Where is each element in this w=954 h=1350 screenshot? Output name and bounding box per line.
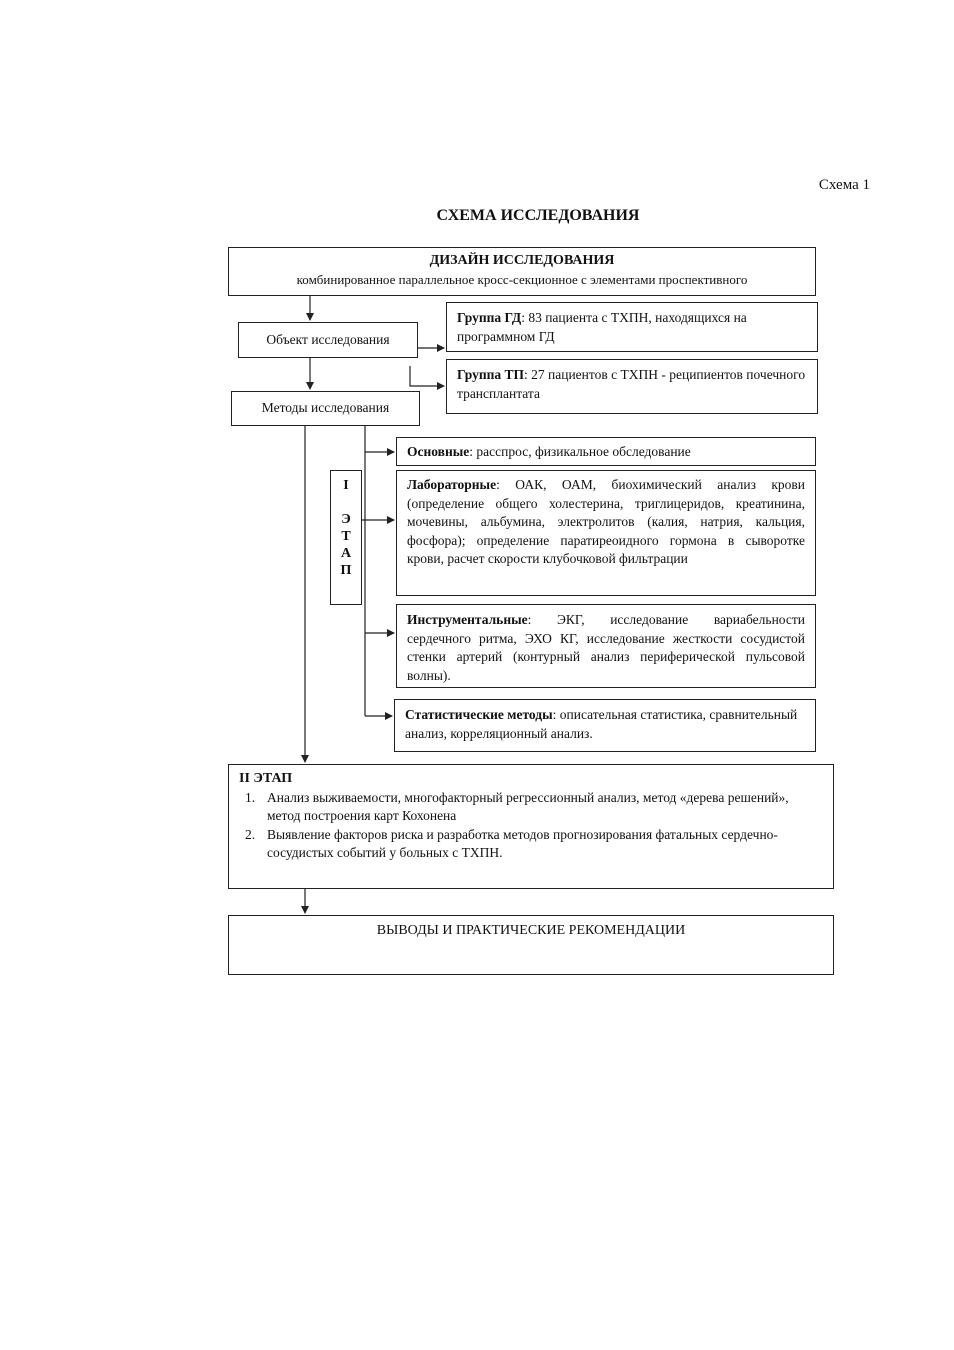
statistical-methods-box bbox=[394, 699, 816, 752]
lab-methods-box bbox=[396, 470, 816, 596]
stage1-letter: Т bbox=[341, 529, 351, 544]
stage1-box bbox=[330, 470, 362, 605]
list-item bbox=[239, 789, 823, 826]
instrumental-methods-box bbox=[396, 604, 816, 688]
stage1-letter: А bbox=[340, 546, 352, 561]
basic-methods-box bbox=[396, 437, 816, 466]
stage1-letter: П bbox=[340, 563, 352, 578]
stage2-box bbox=[228, 764, 834, 889]
group-gd-box bbox=[446, 302, 818, 352]
stage1-letter bbox=[331, 494, 361, 511]
group-gd-name: Группа ГД bbox=[457, 310, 522, 325]
design-title: ДИЗАЙН ИССЛЕДОВАНИЯ bbox=[429, 253, 615, 268]
basic-methods-text: : расспрос, физикальное обследование bbox=[469, 444, 691, 459]
methods-box bbox=[231, 391, 420, 426]
statistical-methods-text: : описательная статистика, сравнительный анализ, корреляционный анализ. bbox=[405, 707, 798, 741]
scheme-number-label: Схема 1 bbox=[818, 177, 870, 193]
object-box bbox=[238, 322, 418, 358]
stage2-title: II ЭТАП bbox=[239, 771, 293, 786]
conclusions-label: ВЫВОДЫ И ПРАКТИЧЕСКИЕ РЕКОМЕНДАЦИИ bbox=[376, 923, 686, 938]
instrumental-methods-text: : ЭКГ, исследование вариабельности сердечного ритма, ЭХО КГ, исследование жесткости сосудистой стенки артерий (контурный анализ периферической пульсовой волны). bbox=[407, 612, 805, 683]
statistical-methods-name: Статистические методы bbox=[405, 707, 553, 722]
group-tp-name: Группа ТП bbox=[457, 367, 525, 382]
group-tp-box bbox=[446, 359, 818, 414]
basic-methods-name: Основные bbox=[407, 444, 470, 459]
conclusions-box bbox=[228, 915, 834, 975]
object-label: Объект исследования bbox=[266, 332, 390, 347]
lab-methods-text: : ОАК, ОАМ, биохимический анализ крови (определение общего холестерина, триглицеридов, креатинина, мочевины, альбумина, электролитов (калия, натрия, кальция, фосфора); определение паратиреоидного гормона в сыворотке крови, расчет скорости клубочковой фильтрации bbox=[407, 477, 805, 566]
list-item-number: 1. bbox=[245, 789, 256, 805]
list-item-text: Выявление факторов риска и разработка методов прогнозирования фатальных сердечно-сосудистых событий у больных с ТХПН. bbox=[267, 826, 778, 860]
stage1-letter: I bbox=[343, 478, 349, 493]
list-item-text: Анализ выживаемости, многофакторный регрессионный анализ, метод «дерева решений», метод построения карт Кохонена bbox=[267, 789, 789, 823]
list-item-number: 2. bbox=[245, 826, 256, 842]
design-description: комбинированное параллельное кросс-секционное с элементами проспективного bbox=[296, 271, 748, 287]
stage1-letter: Э bbox=[341, 512, 351, 527]
design-box bbox=[228, 247, 816, 296]
list-item bbox=[239, 826, 823, 863]
group-tp-text: : 27 пациентов с ТХПН - реципиентов почечного трансплантата bbox=[457, 367, 806, 401]
group-gd-text: : 83 пациента с ТХПН, находящихся на программном ГД bbox=[457, 310, 747, 344]
diagram-title: СХЕМА ИССЛЕДОВАНИЯ bbox=[436, 207, 640, 224]
stage2-list bbox=[239, 789, 823, 863]
lab-methods-name: Лабораторные bbox=[407, 477, 497, 492]
instrumental-methods-name: Инструментальные bbox=[407, 612, 528, 627]
arrow-object-to-tp bbox=[410, 366, 444, 386]
methods-label: Методы исследования bbox=[261, 400, 390, 415]
